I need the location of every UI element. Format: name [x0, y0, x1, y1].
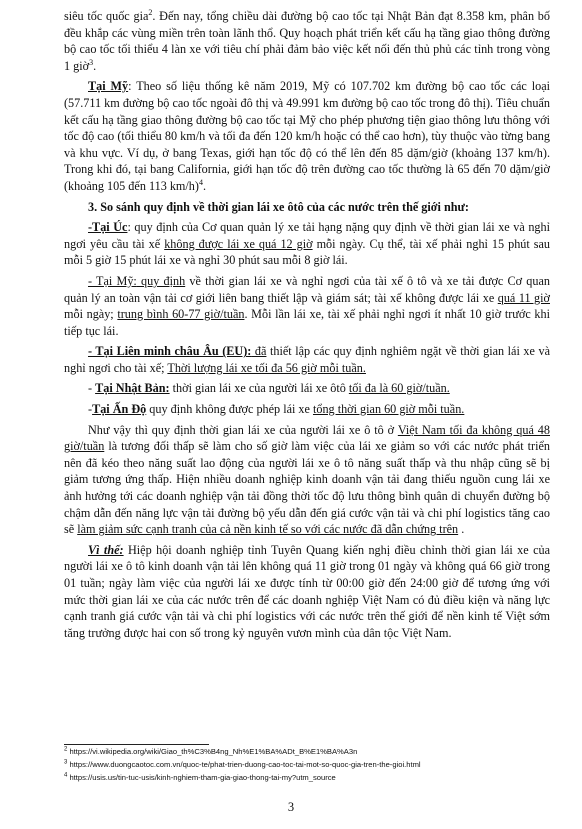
- paragraph-japan-expressway: [64, 8, 550, 74]
- lead-australia: -Tại Úc: [88, 220, 128, 235]
- paragraph-australia: [64, 219, 550, 269]
- footnote-4: [64, 772, 550, 783]
- document-page: [64, 8, 550, 641]
- footnote-2: [64, 746, 550, 757]
- lead-usa: Tại Mỹ: [88, 79, 129, 94]
- underlined-text: đã: [251, 344, 267, 359]
- page-number: 3: [287, 800, 295, 814]
- paragraph-usa-expressway: [64, 78, 550, 194]
- paragraph-india: -Tại Ấn Độ quy định không được phép lái xe tổng thời gian 60 giờ mỗi tuần.: [88, 402, 465, 417]
- footnote-link[interactable]: https://usis.us/tin-tuc-usis/kinh-nghiem-tham-gia-giao-thong-tai-my?utm_source: [67, 773, 336, 782]
- underlined-text: quá 11 giờ: [497, 290, 550, 305]
- paragraph-eu: [64, 343, 550, 376]
- underlined-text: Thời lượng lái xe tối đa 56 giờ mỗi tuần.: [167, 360, 366, 375]
- paragraph-recommendation: [64, 542, 550, 642]
- text: thiết lập các quy định nghiêm ngặt về thời gian lái xe và nghỉ ngơi cho tài xế;: [64, 344, 550, 375]
- text: Như vậy thì quy định thời gian lái xe của người lái xe ô tô ở: [88, 422, 398, 437]
- text: .: [202, 178, 206, 193]
- text: mỗi ngày;: [64, 307, 118, 322]
- footnote-number: 4: [64, 772, 68, 779]
- text: thời gian lái xe của người lái xe ôtô: [169, 381, 349, 396]
- text: quy định không được phép lái xe: [146, 402, 313, 417]
- footnote-ref-3[interactable]: 3: [89, 57, 94, 67]
- text: siêu tốc quốc gia: [64, 9, 149, 23]
- footnote-ref-2[interactable]: 2: [148, 7, 153, 17]
- lead-japan: Tại Nhật Bản:: [95, 381, 170, 396]
- text: .: [458, 522, 465, 537]
- text: . Đến nay, tổng chiều dài đường bộ cao tốc tại Nhật Bản đạt 8.358 km, phân bố đều khắp các vùng miền trên toàn lãnh thổ. Quy hoạch phát triển kết cấu hạ tầng giao thông đường bộ cao tốc tối thiểu 4 làn xe với tiêu chí phải đảm bảo việc kết nối đến thủ phủ các tỉnh trong vòng 1 giờ: [64, 9, 550, 73]
- underlined-text: không được lái xe quá 12 giờ: [164, 236, 313, 251]
- text: mỗi ngày. Cụ thể, tài xế phải nghỉ 15 phút sau mỗi 5 giờ 15 phút lái xe và nghỉ 30 phút sau mỗi 8 giờ lái.: [64, 236, 551, 268]
- section-heading: 3. So sánh quy định về thời gian lái xe ôtô của các nước trên thế giới như:: [88, 199, 469, 214]
- lead-usa-driving: - Tại Mỹ:: [88, 273, 137, 288]
- underlined-text: Việt Nam tối đa không quá 48 giờ/tuần: [64, 422, 550, 454]
- footnote-3: [64, 759, 550, 770]
- underlined-text: làm giảm sức cạnh tranh của cả nền kinh tế so với các nước đã dẫn chứng trên: [77, 522, 459, 537]
- underlined-text: quy định: [136, 273, 186, 288]
- text: : quy định của Cơ quan quản lý xe tải hạng nặng quy định về thời gian lái xe và nghỉ ngơi yêu cầu tài xế: [64, 220, 550, 251]
- text: là tương đối thấp sẽ làm cho số giờ làm việc của lái xe giảm so với các nước phát triển nên đã kéo theo năng suất lao động của người lái xe ô tô năng suất thấp và thu nhập cũng sẽ bị giảm tương ứng thấp. Hiện nhiều doanh nghiệp kinh doanh vận tải đang thiếu nguồn cung lái xe ảnh hưởng tới các doanh nghiệp vận tải đồng thời tốc độ lưu thông bình quân di chuyển đường bộ chậm dẫn đến năng lực vận tải đường bộ yếu dẫn đến giá cước vận tải và chi phí logistics tăng cao sẽ: [64, 439, 550, 537]
- footnote-number: 3: [64, 759, 68, 766]
- underlined-text: tổng thời gian 60 giờ mỗi tuần.: [312, 402, 465, 417]
- underlined-text: trung bình 60-77 giờ/tuần: [117, 307, 245, 322]
- text: về thời gian lái xe và nghỉ ngơi của tài xế ô tô và xe tải được Cơ quan quản lý an toàn vận tải cơ giới liên bang thiết lập và giám sát; tài xế không được lái xe: [64, 273, 550, 305]
- text: : Theo số liệu thống kê năm 2019, Mỹ có 107.702 km đường bộ cao tốc các loại (57.711 km đường bộ cao tốc ngoài đô thị và 49.991 km đường bộ cao tốc trong đô thị). Tiêu chuẩn kết cấu hạ tầng giao thông đường bộ cao tốc tại Mỹ cho phép phương tiện giao thông lưu thông với tốc độ cao (tối thiểu 80 km/h và tối đa đến 120 km/h hoặc có thể cao hơn), tùy thuộc vào từng bang và khu vực. Ví dụ, ở bang Texas, giới hạn tốc độ có thể lên đến 85 dặm/giờ (khoảng 137 km/h). Trong khi đó, tại bang California, giới hạn tốc độ trên đường cao tốc thường là 65 đến 70 dặm/giờ (khoảng 105 đến 113 km/h): [64, 79, 550, 193]
- footnote-ref-4[interactable]: 4: [198, 177, 203, 187]
- paragraph-usa-driving: [64, 273, 550, 339]
- lead-eu: - Tại Liên minh châu Âu (EU):: [88, 344, 252, 359]
- text: . Mỗi lần lái xe, tài xế phải nghỉ ngơi ít nhất 10 giờ trước khi tiếp tục lái.: [64, 307, 550, 338]
- paragraph-vietnam: [64, 422, 550, 538]
- lead-india: Tại Ấn Độ: [92, 402, 147, 417]
- lead-recommendation: Vì thế:: [88, 542, 124, 557]
- footnote-link[interactable]: https://www.duongcaotoc.com.vn/quoc-te/phat-trien-duong-cao-toc-tai-mot-so-quoc-gia-tren-the-gioi.html: [67, 760, 421, 769]
- underlined-text: tối đa là 60 giờ/tuần.: [348, 381, 450, 396]
- footnote-link[interactable]: https://vi.wikipedia.org/wiki/Giao_th%C3%B4ng_Nh%E1%BA%ADt_B%E1%BA%A3n: [67, 747, 358, 756]
- footnote-divider: [64, 744, 209, 745]
- text: Hiệp hội doanh nghiệp tỉnh Tuyên Quang kiến nghị điều chỉnh thời gian lái xe của người lái xe ô tô kinh doanh vận tải lên không quá 11 giờ trong 01 ngày và không quá 66 giờ trong 01 tuần; ngày làm việc của người lái xe được tính từ 00:00 giờ đến 24:00 giờ để tương ứng với mức thời gian lái xe của các nước trên để các doanh nghiệp Việt Nam có đủ điều kiện và năng lực cạnh tranh giá cước vận tải và chi phí logistics với các nước trên thế giới để nền kinh tế Việt sớm tăng trưởng được hai con số trong kỷ nguyên vươn mình của dân tộc Việt Nam.: [64, 542, 550, 640]
- text: .: [93, 58, 97, 73]
- paragraph-japan: - Tại Nhật Bản: thời gian lái xe của người lái xe ôtô tối đa là 60 giờ/tuần.: [88, 381, 450, 396]
- footnote-number: 2: [64, 746, 68, 753]
